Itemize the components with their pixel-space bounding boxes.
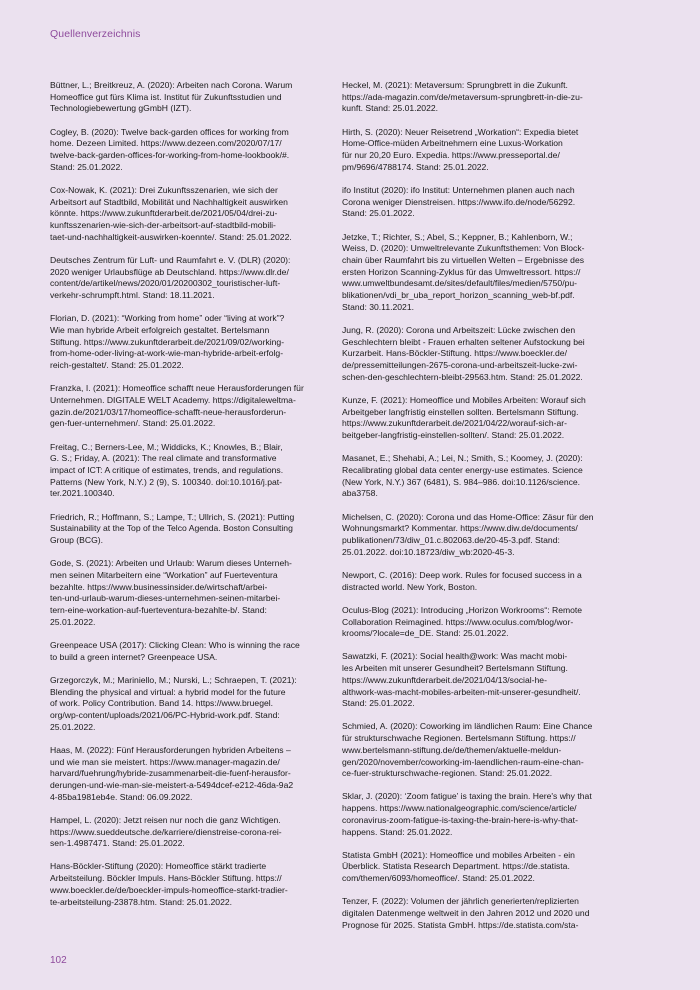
reference-line: https://ada-magazin.com/de/metaversum-sprungbrett-in-die-zu- [342, 91, 583, 102]
reference-line: G. S.; Friday, A. (2021): The real climate and transformative [50, 453, 277, 464]
reference-line: verkehr-schrumpft.html. Stand: 18.11.2021. [50, 290, 215, 301]
reference-line: tern-eine-workation-auf-fuerteventura-bezahlte-b/. Stand: [50, 605, 267, 616]
reference-entry [342, 896, 627, 931]
reference-line: Cogley, B. (2020): Twelve back-garden offices for working from [50, 126, 289, 137]
reference-entry [50, 127, 335, 174]
reference-line: gen-fuer-unternehmen/. Stand: 25.01.2022. [50, 418, 216, 429]
reference-line: Wohnungsmarkt? Kommentar. https://www.diw.de/documents/ [342, 523, 578, 534]
reference-line: de/pressemitteilungen-2675-corona-und-arbeitszeit-lucke-zwi- [342, 360, 578, 371]
reference-line: les Arbeiten mit unserer Gesundheit? Bertelsmann Stiftung. [342, 663, 568, 674]
reference-line: Florian, D. (2021): “Working from home” oder “living at work”? [50, 313, 285, 324]
reference-line: ifo Institut (2020): ifo Institut: Unternehmen planen auch nach [342, 184, 575, 195]
reference-line: Schmied, A. (2020): Coworking im ländlichen Raum: Eine Chance [342, 721, 593, 732]
reference-line: Überblick. Statista Research Department. https://de.statista. [342, 861, 570, 872]
reference-line: Homeoffice gut fürs Klima ist. Institut für Zukunftsstudien und [50, 91, 282, 102]
reference-line: com/themen/6093/homeoffice/. Stand: 25.01.2022. [342, 873, 535, 884]
reference-line: Home-Office-müden Arbeitnehmern eine Luxus-Workation [342, 138, 563, 149]
reference-line: Prognose für 2025. Statista GmbH. https://de.statista.com/sta- [342, 919, 579, 930]
reference-line: Blending the physical and virtual: a hybrid model for the future [50, 686, 286, 697]
reference-entry [342, 127, 627, 174]
reference-entry [342, 453, 627, 500]
reference-line: aba3758. [342, 488, 378, 499]
reference-line: Büttner, L.; Breitkreuz, A. (2020): Arbeiten nach Corona. Warum [50, 80, 293, 90]
reference-line: Hirth, S. (2020): Neuer Reisetrend „Workation“: Expedia bietet [342, 126, 579, 137]
reference-line: Heckel, M. (2021): Metaversum: Sprungbrett in die Zukunft. [342, 80, 568, 90]
reference-line: Greenpeace USA (2017): Clicking Clean: Who is winning the race [50, 639, 300, 650]
reference-line: Haas, M. (2022): Fünf Herausforderungen hybriden Arbeitens – [50, 744, 291, 755]
reference-line: harvard/fuehrung/hybride-zusammenarbeit-die-fuenf-herausfor- [50, 768, 291, 779]
reference-line: 25.01.2022. doi:10.18723/diw_wb:2020-45-3. [342, 546, 515, 557]
reference-line: www.boeckler.de/de/boeckler-impuls-homeoffice-starkt-tradier- [50, 884, 288, 895]
reference-line: bezahlte. https://www.businessinsider.de/wirtschaft/arbei- [50, 581, 268, 592]
reference-line: blikationen/vdi_br_uba_report_horizon_scanning_web-bf.pdf. [342, 290, 575, 301]
reference-line: Friedrich, R.; Hoffmann, S.; Lampe, T.; Ullrich, S. (2021): Putting [50, 511, 295, 522]
reference-line: für nur 20,20 Euro. Expedia. https://www.presseportal.de/ [342, 150, 560, 161]
reference-line: Stiftung. https://www.zukunftderarbeit.de/2021/09/02/working- [50, 336, 285, 347]
reference-line: Arbeitsort auf Stadtbild, Mobilität und Nachhaltigkeit auswirken [50, 196, 288, 207]
reference-line: Patterns (New York, N.Y.) 2 (9), S. 100340. doi:10.1016/j.pat- [50, 476, 283, 487]
reference-line: beitgeber-langfristig-einstellen-sollten/. Stand: 25.01.2022. [342, 430, 565, 441]
reference-line: distracted world. New York, Boston. [342, 581, 478, 592]
reference-line: 25.01.2022. [50, 616, 96, 627]
reference-line: Unternehmen. DIGITALE WELT Academy. https://digitaleweltma- [50, 394, 296, 405]
reference-line: digitalen Datenmenge weltweit in den Jahren 2012 und 2020 und [342, 908, 590, 919]
reference-line: Group (BCG). [50, 535, 104, 545]
reference-line: publikationen/73/diw_01.c.802063.de/20-45-3.pdf. Stand: [342, 535, 560, 545]
reference-line: (New York, N.Y.) 367 (6481), S. 984–986. doi:10.1126/science. [342, 476, 581, 487]
reference-line: chain über Raumfahrt bis zu virtuellen Welten – Ergebnisse des [342, 254, 585, 265]
reference-entry [342, 80, 627, 115]
reference-line: und wie man sie meistert. https://www.manager-magazin.de/ [50, 756, 280, 767]
reference-line: Oculus-Blog (2021): Introducing „Horizon Workrooms“: Remote [342, 604, 583, 615]
reference-line: ten-und-urlaub-warum-dieses-unternehmen-seinen-mitarbei- [50, 593, 281, 604]
reference-line: to build a green internet? Greenpeace USA. [50, 651, 218, 662]
reference-line: https://www.zukunftderarbeit.de/2021/04/22/worauf-sich-ar- [342, 418, 567, 429]
reference-line: für strukturschwache Regionen. Bertelsmann Stiftung. https:// [342, 733, 576, 744]
reference-entry [50, 313, 335, 372]
reference-line: Recalibrating global data center energy-use estimates. Science [342, 464, 583, 475]
reference-line: te-arbeitsteilung-23878.htm. Stand: 25.01.2022. [50, 896, 233, 907]
reference-entry [342, 651, 627, 710]
reference-line: Hans-Böckler-Stiftung (2020): Homeoffice stärkt tradierte [50, 861, 267, 872]
reference-entry [342, 791, 627, 838]
reference-line: kunftsszenarien-wie-sich-der-arbeitsort-auf-stadtbild-mobili- [50, 220, 276, 231]
reference-entry [342, 325, 627, 384]
reference-line: Tenzer, F. (2022): Volumen der jährlich generierten/replizierten [342, 896, 579, 907]
reference-entry [342, 605, 627, 640]
reference-line: Jung, R. (2020): Corona und Arbeitszeit: Lücke zwischen den [342, 324, 576, 335]
reference-line: Corona weniger Dienstreisen. https://www.ifo.de/node/56292. [342, 196, 576, 207]
reference-line: Hampel, L. (2020): Jetzt reisen nur noch die ganz Wichtigen. [50, 814, 281, 825]
references-left-column [50, 80, 335, 920]
reference-line: Weiss, D. (2020): Umweltrelevante Zukunftsthemen: Von Block- [342, 243, 585, 254]
reference-entry [50, 442, 335, 501]
reference-entry [50, 640, 335, 663]
reference-line: Kunze, F. (2021): Homeoffice und Mobiles Arbeiten: Worauf sich [342, 394, 586, 405]
reference-line: org/wp-content/uploads/2021/06/PC-Hybrid-work.pdf. Stand: [50, 709, 280, 720]
reference-line: www.umweltbundesamt.de/sites/default/files/medien/5750/pu- [342, 278, 578, 289]
reference-line: men seinen Mitarbeitern eine “Workation” auf Fuerteventura [50, 569, 278, 580]
reference-line: Grzegorczyk, M.; Mariniello, M.; Nurski, L.; Schraepen, T. (2021): [50, 674, 297, 685]
reference-line: happens. https://www.nationalgeographic.com/science/article/ [342, 803, 577, 814]
reference-line: home. Dezeen Limited. https://www.dezeen.com/2020/07/17/ [50, 138, 282, 149]
reference-line: Michelsen, C. (2020): Corona und das Home-Office: Zäsur für den [342, 511, 594, 522]
reference-line: ce-fuer-strukturschwache-regionen. Stand: 25.01.2022. [342, 768, 553, 779]
reference-line: happens. Stand: 25.01.2022. [342, 826, 453, 837]
reference-line: Statista GmbH (2021): Homeoffice und mobiles Arbeiten - ein [342, 849, 575, 860]
reference-line: Cox-Nowak, K. (2021): Drei Zukunftsszenarien, wie sich der [50, 184, 278, 195]
reference-line: Sawatzki, F. (2021): Social health@work: Was macht mobi- [342, 651, 568, 662]
reference-line: Newport, C. (2016): Deep work. Rules for focused success in a [342, 569, 582, 580]
reference-line: Franzka, I. (2021): Homeoffice schafft neue Herausforderungen für [50, 383, 304, 394]
reference-line: Stand: 25.01.2022. [342, 698, 415, 709]
reference-line: Arbeitgeber langfristig einstellen sollten. Bertelsmann Stiftung. [342, 406, 579, 417]
reference-entry [50, 185, 335, 244]
reference-line: pm/9696/4788174. Stand: 25.01.2022. [342, 161, 489, 172]
reference-entry [50, 861, 335, 908]
reference-line: kunft. Stand: 25.01.2022. [342, 103, 439, 114]
reference-line: Deutsches Zentrum für Luft- und Raumfahrt e. V. (DLR) (2020): [50, 254, 291, 265]
reference-entry [342, 721, 627, 780]
reference-line: Arbeitsteilung. Böckler Impuls. Hans-Böckler Stiftung. https:// [50, 873, 282, 884]
reference-entry [342, 185, 627, 220]
reference-line: Stand: 25.01.2022. [50, 161, 123, 172]
reference-line: of work. Policy Contribution. Band 14. https://www.bruegel. [50, 698, 274, 709]
reference-line: könnte. https://www.zukunftderarbeit.de/2021/05/04/drei-zu- [50, 208, 278, 219]
reference-line: Jetzke, T.; Richter, S.; Abel, S.; Keppner, B.; Kahlenborn, W.; [342, 231, 573, 242]
reference-entry [342, 232, 627, 314]
reference-entry [50, 558, 335, 628]
reference-entry [50, 255, 335, 302]
reference-entry [50, 383, 335, 430]
reference-entry [50, 675, 335, 734]
page-number: 102 [50, 955, 67, 966]
references-right-column [342, 80, 627, 943]
reference-entry [342, 395, 627, 442]
reference-entry [342, 512, 627, 559]
reference-line: gen/2020/november/coworking-im-laendlichen-raum-eine-chan- [342, 756, 584, 767]
reference-line: reich-gestaltet/. Stand: 25.01.2022. [50, 360, 184, 371]
reference-entry [50, 745, 335, 804]
reference-line: Gode, S. (2021): Arbeiten und Urlaub: Warum dieses Unterneh- [50, 558, 292, 569]
reference-line: coronavirus-zoom-fatigue-is-taxing-the-brain-here-is-why-that- [342, 814, 578, 825]
reference-line: sen-1.4987471. Stand: 25.01.2022. [50, 838, 185, 849]
reference-line: Wie man hybride Arbeit erfolgreich gestaltet. Bertelsmann [50, 324, 270, 335]
reference-line: from-home-oder-living-at-work-wie-man-hybride-arbeit-erfolg- [50, 348, 284, 359]
reference-entry [50, 512, 335, 547]
reference-line: althwork-was-macht-mobiles-arbeiten-mit-unserer-gesundheit/. [342, 686, 581, 697]
reference-line: twelve-back-garden-offices-for-working-from-home-lookbook/#. [50, 150, 290, 161]
reference-line: www.bertelsmann-stiftung.de/de/themen/aktuelle-meldun- [342, 744, 562, 755]
reference-line: 25.01.2022. [50, 721, 96, 732]
reference-line: Stand: 25.01.2022. [342, 208, 415, 219]
reference-line: Sustainability at the Top of the Telco Agenda. Boston Consulting [50, 523, 293, 534]
reference-line: Kurzarbeit. Hans-Böckler-Stiftung. https://www.boeckler.de/ [342, 348, 567, 359]
reference-entry [50, 80, 335, 115]
reference-line: Sklar, J. (2020): ‘Zoom fatigue’ is taxing the brain. Here's why that [342, 791, 592, 802]
reference-entry [342, 850, 627, 885]
reference-line: Freitag, C.; Berners-Lee, M.; Widdicks, K.; Knowles, B.; Blair, [50, 441, 283, 452]
page-header-title: Quellenverzeichnis [50, 28, 141, 40]
reference-entry [50, 815, 335, 850]
reference-line: 2020 weniger Urlaubsflüge ab Deutschland. https://www.dlr.de/ [50, 266, 289, 277]
reference-line: krooms/?locale=de_DE. Stand: 25.01.2022. [342, 628, 509, 639]
reference-line: 4-85ba1981eb4e. Stand: 06.09.2022. [50, 791, 193, 802]
reference-line: https://www.zukunftderarbeit.de/2021/04/13/social-he- [342, 674, 547, 685]
reference-line: ter.2021.100340. [50, 488, 115, 499]
reference-line: Masanet, E.; Shehabi, A.; Lei, N.; Smith, S.; Koomey, J. (2020): [342, 453, 583, 464]
reference-line: ersten Horizon Scanning-Zyklus für das Umweltressort. https:// [342, 266, 581, 277]
reference-line: Technologiebewertung gGmbH (IZT). [50, 103, 192, 114]
reference-line: derungen-und-wie-man-sie-meistert-a-5494dcef-e212-46da-9a2 [50, 779, 294, 790]
reference-line: https://www.sueddeutsche.de/karriere/dienstreise-corona-rei- [50, 826, 282, 837]
reference-line: Geschlechtern bleibt - Frauen erhalten seltener Aufstockung bei [342, 336, 585, 347]
reference-line: Stand: 30.11.2021. [342, 301, 414, 312]
reference-line: Collaboration Reimagined. https://www.oculus.com/blog/wor- [342, 616, 574, 627]
reference-line: impact of ICT: A critique of estimates, trends, and regulations. [50, 464, 284, 475]
reference-line: taet-und-nachhaltigkeit-auswirken-koennte/. Stand: 25.01.2022. [50, 231, 292, 242]
reference-line: gazin.de/2021/03/17/homeoffice-schafft-neue-herausforderun- [50, 406, 287, 417]
reference-line: schen-den-geschlechtern-bleibt-29563.htm. Stand: 25.01.2022. [342, 371, 583, 382]
reference-line: content/de/artikel/news/2020/01/20200302_touristischer-luft- [50, 278, 281, 289]
reference-entry [342, 570, 627, 593]
